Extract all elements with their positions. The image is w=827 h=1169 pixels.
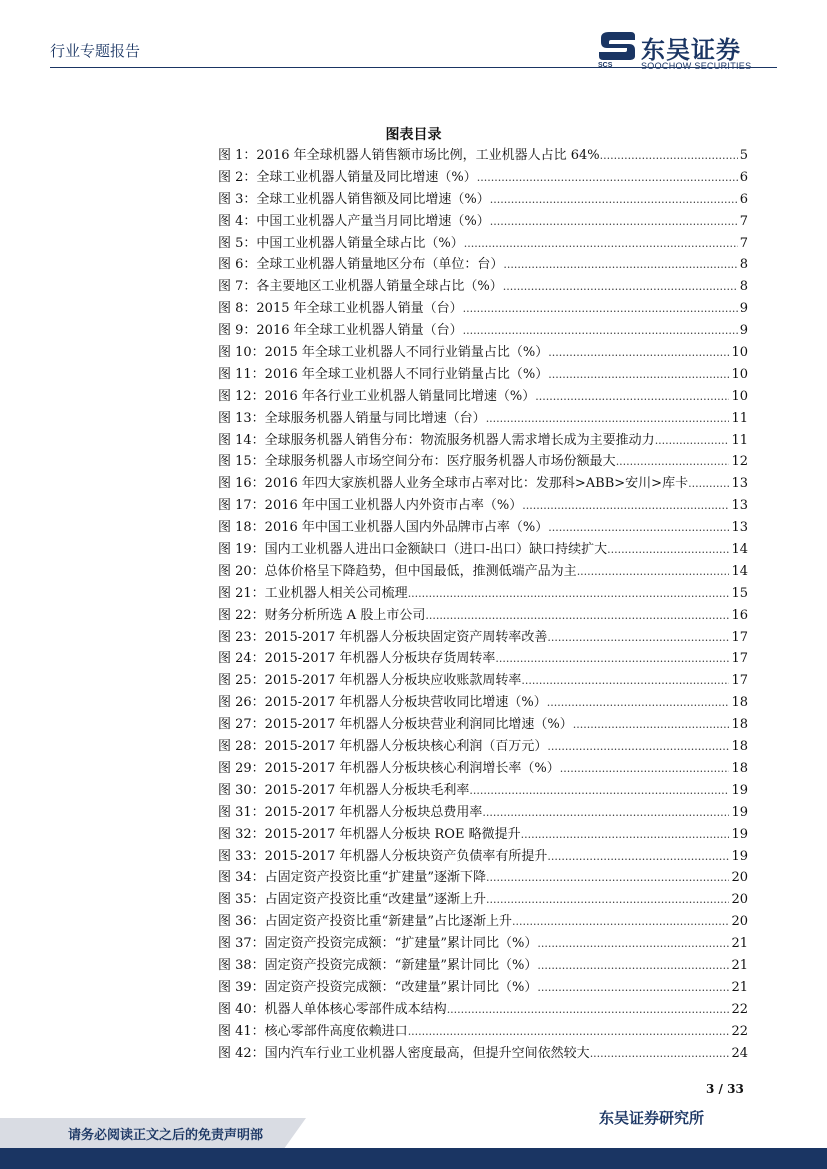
toc-entry[interactable] xyxy=(218,736,748,758)
toc-entry-page: 10 xyxy=(731,345,748,361)
toc-leader-dots xyxy=(482,802,729,824)
toc-entry-page: 11 xyxy=(731,410,748,426)
toc-leader-dots xyxy=(463,320,738,342)
toc-entry-label: 图 31：2015-2017 年机器人分板块总费用率 xyxy=(218,804,483,820)
toc-entry-page: 20 xyxy=(731,914,748,930)
toc-entry-page: 17 xyxy=(731,673,748,689)
toc-leader-dots xyxy=(537,933,729,955)
toc-entry-label: 图 22：财务分析所选 A 股上市公司 xyxy=(218,607,426,623)
toc-entry[interactable] xyxy=(218,605,748,627)
toc-entry[interactable] xyxy=(218,999,748,1021)
toc-leader-dots xyxy=(495,648,729,670)
toc-leader-dots xyxy=(490,211,738,233)
toc-leader-dots xyxy=(655,430,730,452)
toc-entry[interactable] xyxy=(218,583,748,605)
toc-entry-label: 图 41：核心零部件高度依赖进口 xyxy=(218,1023,408,1039)
toc-entry[interactable] xyxy=(218,955,748,977)
toc-entry-page: 19 xyxy=(731,804,748,820)
toc-leader-dots xyxy=(503,254,737,276)
toc-entry[interactable] xyxy=(218,539,748,561)
toc-leader-dots xyxy=(537,955,729,977)
toc-entry-label: 图 21：工业机器人相关公司梳理 xyxy=(218,585,408,601)
toc-entry-page: 17 xyxy=(731,629,748,645)
toc-entry[interactable] xyxy=(218,364,748,386)
toc-entry[interactable] xyxy=(218,933,748,955)
toc-entry-label: 图 28：2015-2017 年机器人分板块核心利润（百万元） xyxy=(218,739,548,755)
toc-leader-dots xyxy=(477,167,738,189)
toc-entry-label: 图 14：全球服务机器人销售分布：物流服务机器人需求增长成为主要推动力 xyxy=(218,432,655,448)
toc-entry-label: 图 33：2015-2017 年机器人分板块资产负债率有所提升 xyxy=(218,848,548,864)
toc-entry-page: 21 xyxy=(731,936,748,952)
toc-leader-dots xyxy=(512,911,729,933)
toc-leader-dots xyxy=(573,714,730,736)
toc-leader-dots xyxy=(616,451,730,473)
toc-leader-dots xyxy=(447,999,730,1021)
toc-entry[interactable] xyxy=(218,824,748,846)
toc-entry-label: 图 12：2016 年各行业工业机器人销量同比增速（%） xyxy=(218,388,536,404)
toc-entry-label: 图 7：各主要地区工业机器人销量全球占比（%） xyxy=(218,279,503,295)
toc-leader-dots xyxy=(408,583,730,605)
toc-entry[interactable] xyxy=(218,495,748,517)
toc-entry[interactable] xyxy=(218,320,748,342)
toc-entry[interactable] xyxy=(218,780,748,802)
toc-leader-dots xyxy=(486,867,729,889)
toc-leader-dots xyxy=(548,517,729,539)
toc-entry-label: 图 24：2015-2017 年机器人分板块存货周转率 xyxy=(218,651,496,667)
toc-entry[interactable] xyxy=(218,408,748,430)
toc-entry-label: 图 19：国内工业机器人进出口金额缺口（进口-出口）缺口持续扩大 xyxy=(218,542,608,558)
toc-entry-page: 21 xyxy=(731,979,748,995)
toc-entry[interactable] xyxy=(218,802,748,824)
toc-entry-page: 19 xyxy=(731,848,748,864)
toc-entry[interactable] xyxy=(218,473,748,495)
toc-entry-page: 13 xyxy=(731,498,748,514)
toc-leader-dots xyxy=(607,539,729,561)
toc-entry-label: 图 40：机器人单体核心零部件成本结构 xyxy=(218,1001,447,1017)
toc-entry[interactable] xyxy=(218,627,748,649)
toc-entry[interactable] xyxy=(218,670,748,692)
toc-leader-dots xyxy=(547,627,729,649)
toc-entry-label: 图 42：国内汽车行业工业机器人密度最高，但提升空间依然较大 xyxy=(218,1045,590,1061)
toc-entry[interactable] xyxy=(218,714,748,736)
toc-leader-dots xyxy=(547,692,730,714)
toc-leader-dots xyxy=(688,473,729,495)
toc-entry-label: 图 36：占固定资产投资比重“新建量”占比逐渐上升 xyxy=(218,914,512,930)
toc-entry[interactable] xyxy=(218,276,748,298)
toc-entry-page: 20 xyxy=(731,892,748,908)
toc-entry[interactable] xyxy=(218,189,748,211)
toc-entry-label: 图 35：占固定资产投资比重“改建量”逐渐上升 xyxy=(218,892,486,908)
toc-entry[interactable] xyxy=(218,211,748,233)
toc-entry-label: 图 39：固定资产投资完成额：“改建量”累计同比（%） xyxy=(218,979,538,995)
toc-entry-page: 18 xyxy=(731,739,748,755)
toc-leader-dots xyxy=(547,736,729,758)
toc-entry-label: 图 17：2016 年中国工业机器人内外资市占率（%） xyxy=(218,498,523,514)
toc-leader-dots xyxy=(535,386,729,408)
toc-entry-page: 8 xyxy=(739,279,748,295)
toc-entry-label: 图 9：2016 年全球工业机器人销量（台） xyxy=(218,323,463,339)
toc-entry-label: 图 4：中国工业机器人产量当月同比增速（%） xyxy=(218,213,490,229)
institute-name: 东吴证券研究所 xyxy=(599,1109,705,1127)
report-type-label: 行业专题报告 xyxy=(50,42,141,60)
toc-leader-dots xyxy=(463,298,738,320)
toc-entry-page: 22 xyxy=(731,1023,748,1039)
footer-disclaimer: 请务必阅读正文之后的免责声明部 xyxy=(68,1128,264,1143)
toc-entry[interactable] xyxy=(218,386,748,408)
toc-entry-page: 18 xyxy=(731,695,748,711)
toc-leader-dots xyxy=(486,408,730,430)
toc-leader-dots xyxy=(548,364,729,386)
toc-entry-label: 图 10：2015 年全球工业机器人不同行业销量占比（%） xyxy=(218,345,549,361)
toc-entry-label: 图 20：总体价格呈下降趋势，但中国最低，推测低端产品为主 xyxy=(218,563,577,579)
toc-leader-dots xyxy=(547,846,729,868)
toc-entry[interactable] xyxy=(218,889,748,911)
toc-leader-dots xyxy=(560,758,730,780)
toc-leader-dots xyxy=(490,189,738,211)
toc-leader-dots xyxy=(521,824,730,846)
toc-entry-label: 图 2：全球工业机器人销量及同比增速（%） xyxy=(218,169,477,185)
toc-entry-label: 图 13：全球服务机器人销量与同比增速（台） xyxy=(218,410,486,426)
toc-entry-label: 图 16：2016 年四大家族机器人业务全球市占率对比：发那科>ABB>安川>库卡 xyxy=(218,476,689,492)
toc-entry-label: 图 1：2016 年全球机器人销售额市场比例，工业机器人占比 64% xyxy=(218,148,600,163)
toc-entry-label: 图 23：2015-2017 年机器人分板块固定资产周转率改善 xyxy=(218,629,548,645)
toc-entry-page: 16 xyxy=(731,607,748,623)
toc-entry-page: 6 xyxy=(739,191,748,207)
toc-entry[interactable] xyxy=(218,1043,748,1065)
toc-entry[interactable] xyxy=(218,517,748,539)
toc-entry-page: 10 xyxy=(731,366,748,382)
toc-heading: 图表目录 xyxy=(385,127,442,143)
toc-entry[interactable] xyxy=(218,254,748,276)
toc-entry[interactable] xyxy=(218,430,748,452)
toc-entry-page: 18 xyxy=(731,717,748,733)
toc-entry-page: 18 xyxy=(731,760,748,776)
toc-entry-page: 6 xyxy=(739,169,748,185)
toc-entry-label: 图 5：中国工业机器人销量全球占比（%） xyxy=(218,235,464,251)
toc-entry[interactable] xyxy=(218,911,748,933)
toc-entry[interactable] xyxy=(218,233,748,255)
toc-entry-page: 19 xyxy=(731,826,748,842)
company-logo xyxy=(597,30,777,72)
toc-entry[interactable] xyxy=(218,692,748,714)
toc-list xyxy=(218,145,748,1064)
toc-entry-label: 图 34：占固定资产投资比重“扩建量”逐渐下降 xyxy=(218,870,486,886)
toc-entry-page: 13 xyxy=(731,476,748,492)
toc-entry-label: 图 30：2015-2017 年机器人分板块毛利率 xyxy=(218,782,470,798)
toc-entry-label: 图 3：全球工业机器人销售额及同比增速（%） xyxy=(218,191,490,207)
toc-entry-label: 图 29：2015-2017 年机器人分板块核心利润增长率（%） xyxy=(218,760,560,776)
toc-leader-dots xyxy=(600,145,738,167)
toc-entry-page: 10 xyxy=(731,388,748,404)
toc-entry-page: 9 xyxy=(739,323,748,339)
toc-leader-dots xyxy=(464,233,738,255)
toc-leader-dots xyxy=(469,780,729,802)
toc-entry-page: 7 xyxy=(739,213,748,229)
toc-entry-page: 19 xyxy=(731,782,748,798)
toc-leader-dots xyxy=(590,1043,730,1065)
toc-entry[interactable] xyxy=(218,867,748,889)
toc-entry-page: 14 xyxy=(731,563,748,579)
toc-leader-dots xyxy=(522,495,729,517)
toc-entry[interactable] xyxy=(218,648,748,670)
toc-entry-label: 图 26：2015-2017 年机器人分板块营收同比增速（%） xyxy=(218,695,547,711)
toc-entry-page: 12 xyxy=(731,454,748,470)
toc-entry[interactable] xyxy=(218,298,748,320)
toc-entry-page: 20 xyxy=(731,870,748,886)
toc-entry[interactable] xyxy=(218,451,748,473)
toc-entry-label: 图 6：全球工业机器人销量地区分布（单位：台） xyxy=(218,257,504,273)
toc-entry-label: 图 27：2015-2017 年机器人分板块营业利润同比增速（%） xyxy=(218,717,573,733)
toc-entry[interactable] xyxy=(218,167,748,189)
toc-entry[interactable] xyxy=(218,977,748,999)
toc-entry-page: 17 xyxy=(731,651,748,667)
logo-emblem-icon xyxy=(597,30,639,62)
toc-leader-dots xyxy=(548,342,729,364)
toc-entry-label: 图 25：2015-2017 年机器人分板块应收账款周转率 xyxy=(218,673,522,689)
toc-entry[interactable] xyxy=(218,342,748,364)
logo-abbr: SCS xyxy=(598,62,613,69)
toc-entry-page: 14 xyxy=(731,542,748,558)
toc-entry-page: 9 xyxy=(739,301,748,317)
toc-entry-page: 15 xyxy=(731,585,748,601)
toc-entry[interactable] xyxy=(218,758,748,780)
toc-entry-label: 图 32：2015-2017 年机器人分板块 ROE 略微提升 xyxy=(218,826,521,842)
toc-entry-page: 22 xyxy=(731,1001,748,1017)
toc-entry-page: 24 xyxy=(731,1045,748,1061)
toc-entry-label: 图 15：全球服务机器人市场空间分布：医疗服务机器人市场份额最大 xyxy=(218,454,616,470)
toc-entry-label: 图 37：固定资产投资完成额：“扩建量”累计同比（%） xyxy=(218,936,538,952)
toc-entry-page: 21 xyxy=(731,957,748,973)
header-divider xyxy=(50,67,777,68)
toc-entry-label: 图 11：2016 年全球工业机器人不同行业销量占比（%） xyxy=(218,366,549,382)
toc-leader-dots xyxy=(521,670,729,692)
page-number: 3 / 33 xyxy=(706,1082,744,1096)
toc-entry[interactable] xyxy=(218,1021,748,1043)
toc-entry-label: 图 18：2016 年中国工业机器人国内外品牌市占率（%） xyxy=(218,520,549,536)
toc-entry-page: 7 xyxy=(739,235,748,251)
toc-leader-dots xyxy=(425,605,729,627)
toc-entry-label: 图 8：2015 年全球工业机器人销量（台） xyxy=(218,301,463,317)
toc-entry-label: 图 38：固定资产投资完成额：“新建量”累计同比（%） xyxy=(218,957,538,973)
toc-entry[interactable] xyxy=(218,561,748,583)
toc-leader-dots xyxy=(503,276,738,298)
footer-band xyxy=(0,1148,827,1169)
logo-chinese-name: 东吴证券 xyxy=(641,36,741,64)
toc-leader-dots xyxy=(486,889,729,911)
toc-leader-dots xyxy=(408,1021,730,1043)
toc-entry-page: 11 xyxy=(731,432,748,448)
toc-entry[interactable] xyxy=(218,145,748,167)
logo-english-name: SOOCHOW SECURITIES xyxy=(641,61,752,71)
toc-entry[interactable] xyxy=(218,846,748,868)
toc-leader-dots xyxy=(577,561,730,583)
toc-leader-dots xyxy=(537,977,729,999)
toc-entry-page: 5 xyxy=(739,148,748,163)
toc-entry-page: 13 xyxy=(731,520,748,536)
toc-entry-page: 8 xyxy=(739,257,748,273)
